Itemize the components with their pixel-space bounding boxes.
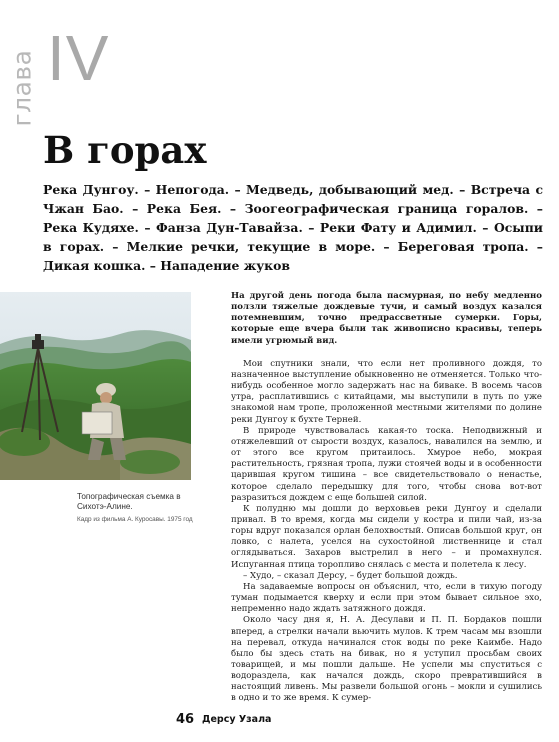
body-paragraph: В природе чувствовалась какая-то тоска. Неподвижный и отяжелевший от сырости воздух, казалось, навалился на землю, и от этого все кругом притаилось. Хмурое небо, мокрая растительность, грязная тропа, лужи стоячей воды и в особенности царившая кругом тишина – все свидетельствовало о ненастье, которое сделало передышку для того, чтобы снова вот-вот разразиться дождем с еще большей силой. <box>231 425 542 503</box>
photo-caption: Топографическая съемка в Сихотэ-Алине. <box>77 492 181 511</box>
chapter-body <box>231 291 542 705</box>
chapter-title: В горах <box>43 128 207 172</box>
chapter-number: IV <box>47 22 110 94</box>
body-paragraph: Около часу дня я, Н. А. Десулави и П. П. Бордаков пошли вперед, а стрелки начали вьючить мулов. К трем часам мы взошли на перевал, откуда начинался сток воды по реке Каимбе. Надо было бы здесь стать на бивак, но я уступил просьбам своих товарищей, и мы пошли дальше. Не успели мы спуститься с водораздела, как начался дождь, скоро превратившийся в настоящий ливень. Мы развели большой огонь – мокли и сушились в одно и то же время. К сумер- <box>231 615 542 704</box>
body-paragraph: К полудню мы дошли до верховьев реки Дунгоу и сделали привал. В то время, когда мы сидели у костра и пили чай, из-за горы вдруг показался орлан белохвостый. Описав большой круг, он ловко, с налета, уселся на сухостойной лиственнице и стал оглядываться. Захаров выстрелил в него – и промахнулся. Испуганная птица торопливо снялась с места и полетела к лесу. <box>231 503 542 570</box>
body-paragraph: Мои спутники знали, что если нет проливного дождя, то назначенное выступление обыкновенно не отменяется. Только что-нибудь особенное могло задержать нас на биваке. В восемь часов утра, расплатившись с китайцами, мы выступили в путь по уже знакомой нам тропе, проложенной местными жителями по долине реки Дунгоу к бухте Терней. <box>231 358 542 425</box>
body-paragraph: На задаваемые вопросы он объяснил, что, если в тихую погоду туман подымается кверху и если при этом бывает сильное эхо, непременно надо ждать затяжного дождя. <box>231 581 542 615</box>
chapter-summary: Река Дунгоу. – Непогода. – Медведь, добывающий мед. – Встреча с Чжан Бао. – Река Бея. – Зоогеографическая граница горалов. – Река Кудяхе. – Фанза Дун-Тавайза. – Реки Фату и Адимил. – Осыпи в горах. – Мелкие речки, текущие в море. – Береговая тропа. – Дикая кошка. – Нападение жуков <box>43 182 543 273</box>
chapter-label <box>2 40 42 136</box>
photo-credit: Кадр из фильма А. Куросавы. 1975 год <box>77 516 193 523</box>
running-title: Дерсу Узала <box>202 714 272 725</box>
body-paragraph: – Худо, – сказал Дерсу, – будет большой дождь. <box>243 570 458 581</box>
chapter-word: глава <box>7 49 37 127</box>
film-still-photo <box>0 292 191 480</box>
lead-paragraph: На другой день погода была пасмурная, по небу медленно ползли тяжелые дождевые тучи, и самый воздух казался потемневшим, точно предрассветные сумерки. Горы, которые еще вчера были так живописно красивы, теперь имели угрюмый вид. <box>231 291 542 346</box>
page-number: 46 <box>176 712 195 727</box>
